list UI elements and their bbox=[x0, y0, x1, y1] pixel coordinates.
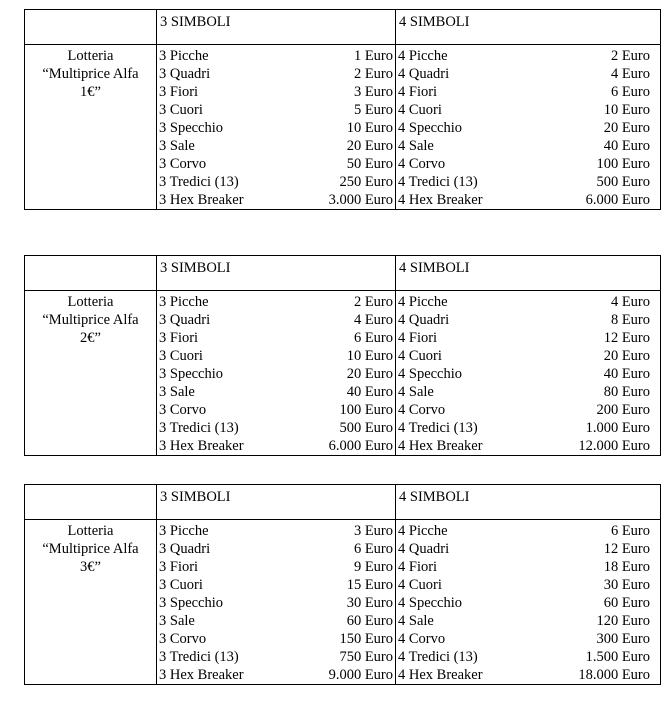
prize-value: 3 Euro bbox=[353, 84, 393, 100]
prize-value: 6.000 Euro bbox=[328, 438, 393, 454]
prize-row bbox=[396, 137, 660, 155]
three-symbols-list bbox=[157, 520, 396, 685]
prize-name: 4 Hex Breaker bbox=[398, 438, 483, 454]
lottery-label-line: Lotteria bbox=[67, 523, 114, 539]
prize-row bbox=[396, 191, 660, 209]
four-symbols-list bbox=[396, 291, 661, 456]
prize-value: 2 Euro bbox=[353, 294, 393, 310]
prize-name: 4 Sale bbox=[398, 613, 434, 629]
prize-name: 4 Sale bbox=[398, 138, 434, 154]
prize-row bbox=[396, 155, 660, 173]
prize-row bbox=[396, 558, 660, 576]
prize-row bbox=[396, 419, 660, 437]
lottery-label-line: 2€” bbox=[80, 330, 101, 346]
prize-value: 20 Euro bbox=[346, 138, 393, 154]
prize-value: 30 Euro bbox=[346, 595, 393, 611]
prize-name: 3 Fiori bbox=[159, 84, 199, 100]
prize-value: 300 Euro bbox=[596, 631, 650, 647]
prize-name: 4 Hex Breaker bbox=[398, 667, 483, 683]
prize-value: 40 Euro bbox=[603, 138, 650, 154]
prize-value: 1 Euro bbox=[353, 48, 393, 64]
prize-row bbox=[157, 612, 395, 630]
prize-row bbox=[396, 119, 660, 137]
prize-value: 15 Euro bbox=[346, 577, 393, 593]
lottery-label bbox=[25, 45, 157, 210]
prize-name: 4 Cuori bbox=[398, 102, 442, 118]
header-4-simboli: 4 SIMBOLI bbox=[396, 10, 661, 45]
prize-value: 20 Euro bbox=[603, 348, 650, 364]
lottery-label-line: Lotteria bbox=[67, 294, 114, 310]
prize-name: 4 Picche bbox=[398, 48, 448, 64]
prize-row bbox=[157, 329, 395, 347]
prize-row bbox=[396, 666, 660, 684]
prize-row bbox=[157, 347, 395, 365]
prize-value: 12.000 Euro bbox=[578, 438, 650, 454]
prize-value: 2 Euro bbox=[610, 48, 650, 64]
prize-name: 4 Specchio bbox=[398, 595, 463, 611]
prize-row bbox=[157, 293, 395, 311]
prize-name: 3 Picche bbox=[159, 523, 209, 539]
prize-value: 2 Euro bbox=[353, 66, 393, 82]
three-symbols-list bbox=[157, 291, 396, 456]
header-3-simboli: 3 SIMBOLI bbox=[157, 485, 396, 520]
prize-value: 4 Euro bbox=[610, 66, 650, 82]
prize-name: 3 Fiori bbox=[159, 330, 199, 346]
prize-row bbox=[396, 293, 660, 311]
prize-value: 750 Euro bbox=[339, 649, 393, 665]
prize-row bbox=[396, 648, 660, 666]
prize-name: 3 Quadri bbox=[159, 312, 211, 328]
prize-value: 12 Euro bbox=[603, 541, 650, 557]
prize-name: 4 Sale bbox=[398, 384, 434, 400]
prize-row bbox=[157, 101, 395, 119]
prize-value: 9 Euro bbox=[353, 559, 393, 575]
prize-value: 100 Euro bbox=[596, 156, 650, 172]
prize-value: 10 Euro bbox=[346, 348, 393, 364]
prize-name: 3 Cuori bbox=[159, 102, 203, 118]
prize-value: 30 Euro bbox=[603, 577, 650, 593]
prize-table-1 bbox=[24, 9, 661, 210]
prize-row bbox=[157, 419, 395, 437]
prize-row bbox=[396, 65, 660, 83]
prize-value: 60 Euro bbox=[346, 613, 393, 629]
lottery-label-line: “Multiprice Alfa bbox=[42, 541, 139, 557]
prize-row bbox=[157, 666, 395, 684]
prize-value: 50 Euro bbox=[346, 156, 393, 172]
prize-row bbox=[157, 83, 395, 101]
prize-name: 3 Tredici (13) bbox=[159, 649, 239, 665]
prize-table-3 bbox=[24, 484, 661, 685]
prize-row bbox=[396, 437, 660, 455]
prize-row bbox=[396, 401, 660, 419]
header-4-simboli: 4 SIMBOLI bbox=[396, 256, 661, 291]
prize-value: 10 Euro bbox=[603, 102, 650, 118]
lottery-label-line: Lotteria bbox=[67, 48, 114, 64]
prize-name: 4 Corvo bbox=[398, 402, 446, 418]
prize-name: 3 Cuori bbox=[159, 348, 203, 364]
header-3-simboli: 3 SIMBOLI bbox=[157, 10, 396, 45]
prize-value: 5 Euro bbox=[353, 102, 393, 118]
prize-value: 18 Euro bbox=[603, 559, 650, 575]
prize-value: 250 Euro bbox=[339, 174, 393, 190]
prize-name: 3 Fiori bbox=[159, 559, 199, 575]
prize-name: 3 Sale bbox=[159, 138, 195, 154]
prize-row bbox=[157, 383, 395, 401]
prize-name: 3 Picche bbox=[159, 48, 209, 64]
prize-row bbox=[157, 540, 395, 558]
prize-name: 3 Hex Breaker bbox=[159, 667, 244, 683]
prize-row bbox=[157, 155, 395, 173]
prize-row bbox=[396, 365, 660, 383]
prize-name: 3 Quadri bbox=[159, 66, 211, 82]
prize-row bbox=[396, 630, 660, 648]
prize-value: 3 Euro bbox=[353, 523, 393, 539]
header-4-simboli: 4 SIMBOLI bbox=[396, 485, 661, 520]
corner-cell bbox=[25, 485, 157, 520]
prize-row bbox=[157, 401, 395, 419]
prize-name: 3 Specchio bbox=[159, 120, 224, 136]
prize-value: 9.000 Euro bbox=[328, 667, 393, 683]
prize-row bbox=[157, 119, 395, 137]
prize-value: 6 Euro bbox=[610, 84, 650, 100]
prize-row bbox=[157, 173, 395, 191]
prize-value: 500 Euro bbox=[339, 420, 393, 436]
prize-row bbox=[396, 594, 660, 612]
prize-name: 4 Tredici (13) bbox=[398, 174, 478, 190]
lottery-label-line: “Multiprice Alfa bbox=[42, 66, 139, 82]
prize-name: 4 Quadri bbox=[398, 66, 450, 82]
prize-name: 3 Tredici (13) bbox=[159, 420, 239, 436]
prize-name: 3 Tredici (13) bbox=[159, 174, 239, 190]
prize-name: 3 Specchio bbox=[159, 595, 224, 611]
prize-name: 4 Fiori bbox=[398, 84, 438, 100]
prize-value: 40 Euro bbox=[603, 366, 650, 382]
prize-name: 4 Picche bbox=[398, 523, 448, 539]
prize-value: 18.000 Euro bbox=[578, 667, 650, 683]
prize-value: 4 Euro bbox=[353, 312, 393, 328]
prize-row bbox=[157, 365, 395, 383]
prize-name: 4 Cuori bbox=[398, 348, 442, 364]
prize-row bbox=[157, 137, 395, 155]
prize-row bbox=[157, 522, 395, 540]
corner-cell bbox=[25, 10, 157, 45]
prize-name: 3 Cuori bbox=[159, 577, 203, 593]
prize-name: 4 Tredici (13) bbox=[398, 649, 478, 665]
prize-value: 1.500 Euro bbox=[585, 649, 650, 665]
prize-value: 120 Euro bbox=[596, 613, 650, 629]
four-symbols-list bbox=[396, 520, 661, 685]
prize-table-2 bbox=[24, 255, 661, 456]
prize-row bbox=[157, 594, 395, 612]
prize-value: 6 Euro bbox=[610, 523, 650, 539]
prize-name: 3 Picche bbox=[159, 294, 209, 310]
prize-name: 3 Corvo bbox=[159, 402, 207, 418]
prize-value: 6.000 Euro bbox=[585, 192, 650, 208]
prize-name: 3 Quadri bbox=[159, 541, 211, 557]
prize-name: 3 Specchio bbox=[159, 366, 224, 382]
prize-row bbox=[396, 311, 660, 329]
prize-name: 3 Hex Breaker bbox=[159, 192, 244, 208]
lottery-label-line: 1€” bbox=[80, 84, 101, 100]
prize-row bbox=[396, 383, 660, 401]
prize-value: 6 Euro bbox=[353, 541, 393, 557]
lottery-label-line: 3€” bbox=[80, 559, 101, 575]
prize-row bbox=[396, 83, 660, 101]
prize-value: 40 Euro bbox=[346, 384, 393, 400]
prize-value: 100 Euro bbox=[339, 402, 393, 418]
prize-row bbox=[396, 47, 660, 65]
prize-value: 20 Euro bbox=[603, 120, 650, 136]
prize-value: 8 Euro bbox=[610, 312, 650, 328]
prize-value: 500 Euro bbox=[596, 174, 650, 190]
prize-value: 200 Euro bbox=[596, 402, 650, 418]
prize-value: 12 Euro bbox=[603, 330, 650, 346]
prize-row bbox=[396, 576, 660, 594]
prize-row bbox=[396, 522, 660, 540]
prize-row bbox=[157, 47, 395, 65]
lottery-label bbox=[25, 291, 157, 456]
prize-value: 1.000 Euro bbox=[585, 420, 650, 436]
prize-row bbox=[157, 630, 395, 648]
prize-row bbox=[157, 576, 395, 594]
prize-row bbox=[396, 612, 660, 630]
four-symbols-list bbox=[396, 45, 661, 210]
prize-row bbox=[157, 311, 395, 329]
prize-name: 4 Specchio bbox=[398, 120, 463, 136]
corner-cell bbox=[25, 256, 157, 291]
header-3-simboli: 3 SIMBOLI bbox=[157, 256, 396, 291]
lottery-label bbox=[25, 520, 157, 685]
prize-value: 150 Euro bbox=[339, 631, 393, 647]
prize-name: 4 Tredici (13) bbox=[398, 420, 478, 436]
prize-value: 80 Euro bbox=[603, 384, 650, 400]
prize-row bbox=[396, 329, 660, 347]
prize-name: 4 Fiori bbox=[398, 559, 438, 575]
prize-value: 20 Euro bbox=[346, 366, 393, 382]
prize-name: 4 Fiori bbox=[398, 330, 438, 346]
prize-value: 60 Euro bbox=[603, 595, 650, 611]
prize-row bbox=[157, 437, 395, 455]
prize-value: 4 Euro bbox=[610, 294, 650, 310]
prize-name: 4 Corvo bbox=[398, 631, 446, 647]
prize-name: 4 Quadri bbox=[398, 541, 450, 557]
prize-name: 4 Picche bbox=[398, 294, 448, 310]
prize-row bbox=[396, 540, 660, 558]
prize-row bbox=[157, 191, 395, 209]
prize-name: 3 Corvo bbox=[159, 156, 207, 172]
prize-name: 4 Hex Breaker bbox=[398, 192, 483, 208]
prize-name: 4 Corvo bbox=[398, 156, 446, 172]
prize-name: 3 Sale bbox=[159, 384, 195, 400]
prize-value: 10 Euro bbox=[346, 120, 393, 136]
prize-row bbox=[157, 65, 395, 83]
prize-row bbox=[396, 101, 660, 119]
prize-row bbox=[396, 347, 660, 365]
prize-row bbox=[396, 173, 660, 191]
prize-name: 4 Quadri bbox=[398, 312, 450, 328]
prize-name: 3 Corvo bbox=[159, 631, 207, 647]
prize-value: 3.000 Euro bbox=[328, 192, 393, 208]
prize-row bbox=[157, 648, 395, 666]
three-symbols-list bbox=[157, 45, 396, 210]
prize-name: 4 Cuori bbox=[398, 577, 442, 593]
prize-name: 3 Sale bbox=[159, 613, 195, 629]
prize-value: 6 Euro bbox=[353, 330, 393, 346]
prize-name: 4 Specchio bbox=[398, 366, 463, 382]
lottery-label-line: “Multiprice Alfa bbox=[42, 312, 139, 328]
prize-row bbox=[157, 558, 395, 576]
prize-name: 3 Hex Breaker bbox=[159, 438, 244, 454]
